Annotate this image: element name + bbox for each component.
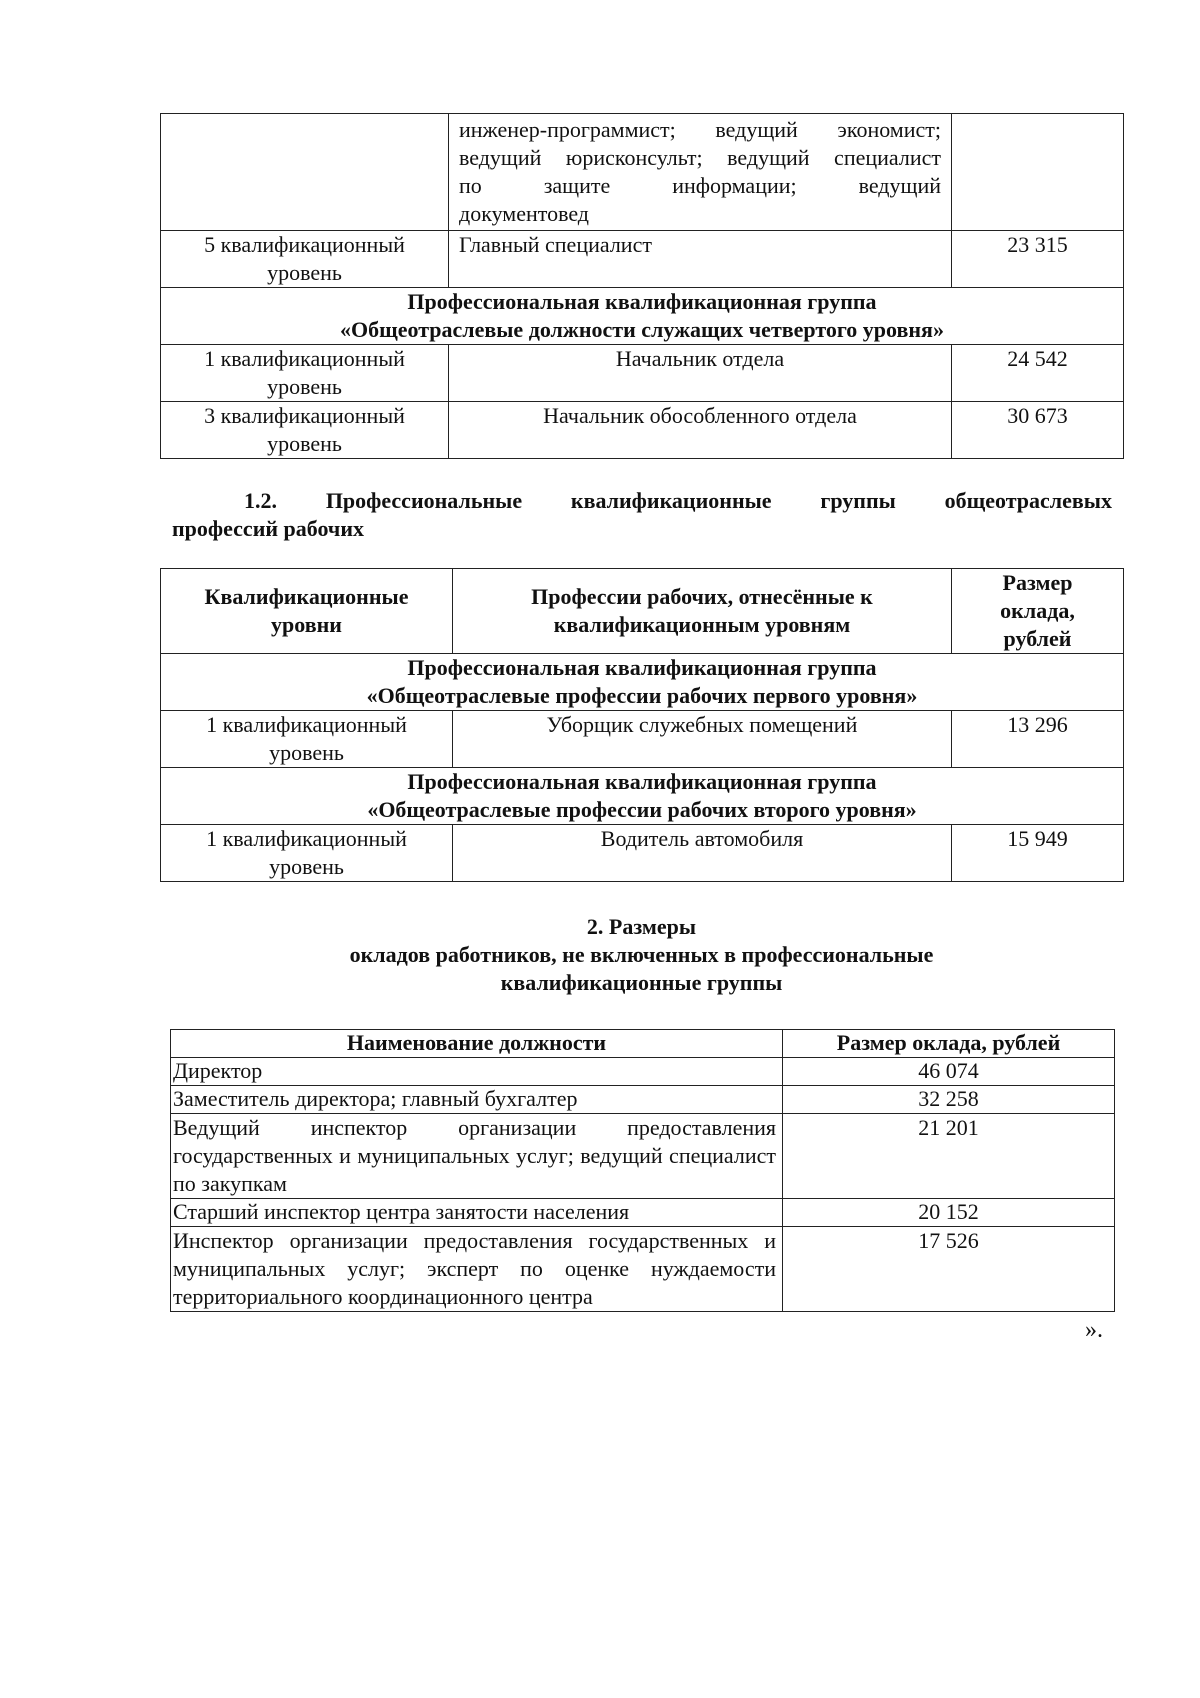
- header-position-name: Наименование должности: [171, 1030, 783, 1058]
- table-row: [161, 711, 1124, 768]
- level-cell: 5 квалификационный уровень: [161, 231, 449, 288]
- section-heading-line: окладов работников, не включенных в профессиональные: [349, 942, 934, 967]
- group-title-line: «Общеотраслевые должности служащих четвертого уровня»: [340, 317, 944, 342]
- position-cell: [449, 114, 952, 231]
- position-cell: Начальник обособленного отдела: [449, 402, 952, 459]
- table-worker-professions: [160, 568, 1124, 882]
- position-name-cell: Директор: [171, 1058, 783, 1086]
- salary-cell: 17 526: [783, 1227, 1115, 1312]
- level-cell: 1 квалификационный уровень: [161, 711, 453, 768]
- table-row: [171, 1114, 1115, 1199]
- header-salary: Размер оклада, рублей: [783, 1030, 1115, 1058]
- group-title-line: Профессиональная квалификационная группа: [407, 655, 877, 680]
- salary-cell: 21 201: [783, 1114, 1115, 1199]
- level-cell: 1 квалификационный уровень: [161, 345, 449, 402]
- header-salary: Размер оклада, рублей: [952, 569, 1124, 654]
- table-row: [171, 1058, 1115, 1086]
- group-title-line: Профессиональная квалификационная группа: [407, 289, 877, 314]
- salary-cell: 46 074: [783, 1058, 1115, 1086]
- position-name-cell: Инспектор организации предоставления государственных и муниципальных услуг; эксперт по оценке нуждаемости территориального координационного центра: [171, 1227, 783, 1312]
- section-heading-1-2: [172, 487, 1112, 543]
- group-header-row: [161, 654, 1124, 711]
- salary-cell: [952, 114, 1124, 231]
- position-line: по защите информации; ведущий: [459, 173, 941, 198]
- position-name-cell: Ведущий инспектор организации предоставления государственных и муниципальных услуг; ведущий специалист по закупкам: [171, 1114, 783, 1199]
- position-line: ведущий юрисконсульт; ведущий специалист: [459, 145, 941, 170]
- heading-word: группы: [820, 488, 896, 513]
- header-levels: Квалификационные уровни: [161, 569, 453, 654]
- group-title-line: «Общеотраслевые профессии рабочих второго уровня»: [367, 797, 917, 822]
- level-cell: 1 квалификационный уровень: [161, 825, 453, 882]
- table-row: [171, 1086, 1115, 1114]
- table-row: [161, 231, 1124, 288]
- position-line: документовед: [459, 201, 589, 226]
- position-cell: Начальник отдела: [449, 345, 952, 402]
- table-row: [161, 402, 1124, 459]
- table-row: [161, 825, 1124, 882]
- header-professions: Профессии рабочих, отнесённые к квалификационным уровням: [453, 569, 952, 654]
- table-header-row: [161, 569, 1124, 654]
- salary-cell: 30 673: [952, 402, 1124, 459]
- position-line: инженер-программист; ведущий экономист;: [459, 117, 941, 142]
- table-row: [171, 1199, 1115, 1227]
- group-title-line: Профессиональная квалификационная группа: [407, 769, 877, 794]
- salary-cell: 15 949: [952, 825, 1124, 882]
- position-name-cell: Старший инспектор центра занятости населения: [171, 1199, 783, 1227]
- heading-word: Профессиональные: [325, 488, 523, 513]
- position-name-cell: Заместитель директора; главный бухгалтер: [171, 1086, 783, 1114]
- salary-cell: 23 315: [952, 231, 1124, 288]
- salary-cell: 32 258: [783, 1086, 1115, 1114]
- group-header-cell: [161, 288, 1124, 345]
- section-heading-line: 2. Размеры: [586, 914, 697, 939]
- table-row: [161, 345, 1124, 402]
- section-heading-line: [172, 487, 1112, 515]
- section-number: 1.2.: [244, 488, 277, 513]
- closing-quote: ».: [1085, 1317, 1103, 1343]
- level-cell: 3 квалификационный уровень: [161, 402, 449, 459]
- group-header-row: [161, 288, 1124, 345]
- section-heading-2: [160, 913, 1123, 997]
- heading-word: общеотраслевых: [944, 488, 1112, 513]
- group-title-line: «Общеотраслевые профессии рабочих первого уровня»: [366, 683, 918, 708]
- section-heading-line: профессий рабочих: [172, 516, 365, 541]
- group-header-cell: [161, 654, 1124, 711]
- table-other-positions: [170, 1029, 1115, 1312]
- position-cell: Водитель автомобиля: [453, 825, 952, 882]
- position-cell: Уборщик служебных помещений: [453, 711, 952, 768]
- salary-cell: 20 152: [783, 1199, 1115, 1227]
- table-header-row: [171, 1030, 1115, 1058]
- position-cell: Главный специалист: [449, 231, 952, 288]
- group-header-cell: [161, 768, 1124, 825]
- section-heading-line: квалификационные группы: [500, 970, 783, 995]
- table-row: [161, 114, 1124, 231]
- salary-cell: 13 296: [952, 711, 1124, 768]
- salary-cell: 24 542: [952, 345, 1124, 402]
- table-row: [171, 1227, 1115, 1312]
- group-header-row: [161, 768, 1124, 825]
- level-cell: [161, 114, 449, 231]
- heading-word: квалификационные: [570, 488, 772, 513]
- table-positions-continued: [160, 113, 1124, 459]
